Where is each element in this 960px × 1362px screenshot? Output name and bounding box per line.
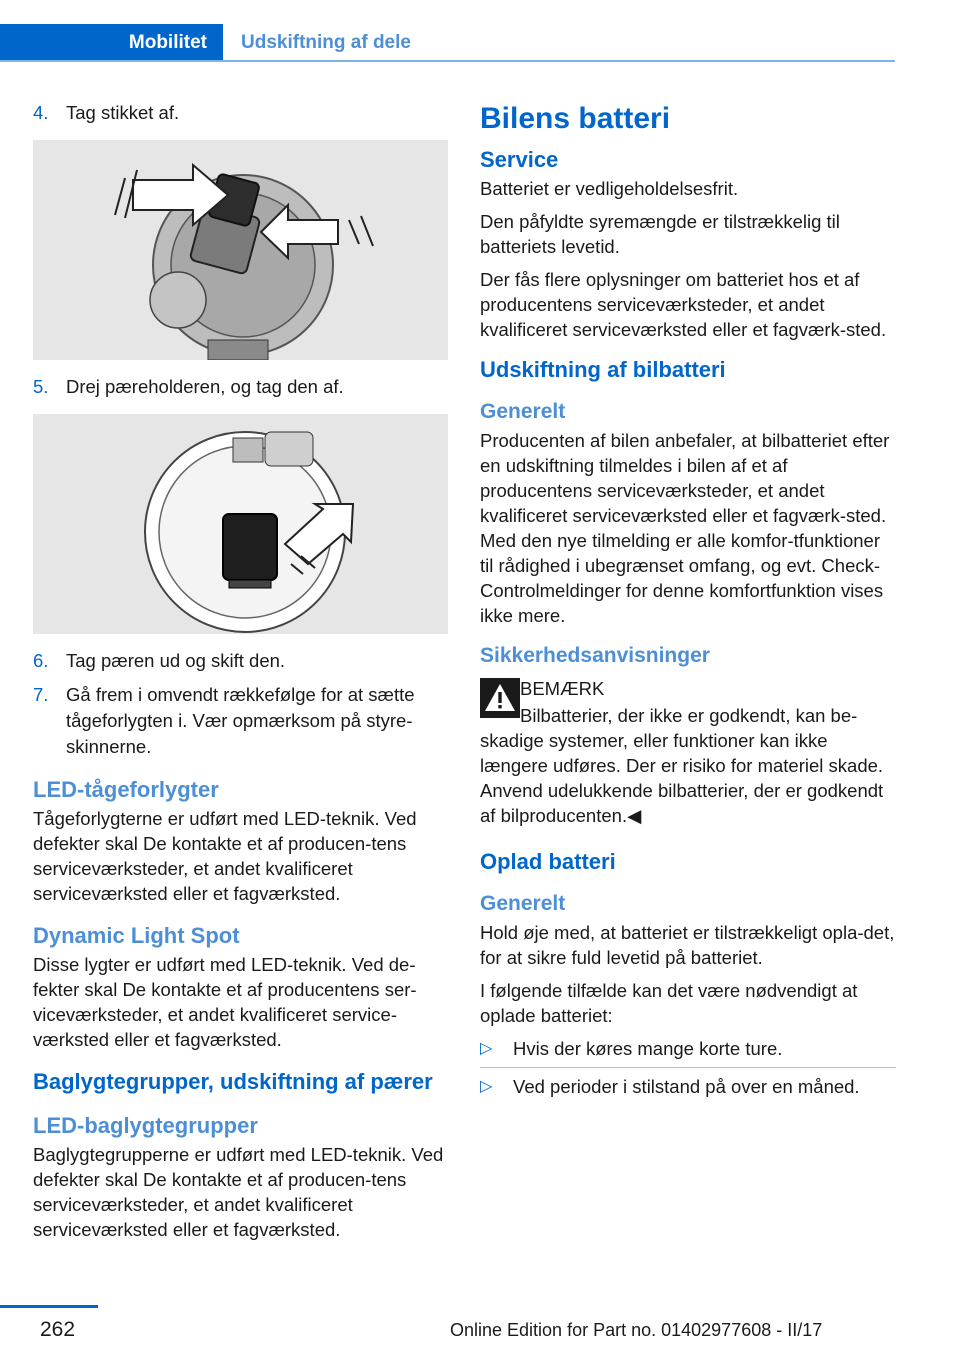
triangle-bullet-icon: ▷ [480,1040,493,1057]
step-number: 5. [33,376,49,397]
paragraph-replace-general: Producenten af bilen anbefaler, at bilbatteriet efter en udskiftning tilmeldes i bilen af et af producentens serviceværksteder, et andet kvalificeret serviceværksted eller et fagværk-sted. Med den nye tilmelding er alle komfor-tfunktioner til rådighed i ubegrænset omfang, og evt. Check-Controlmeldinger for denne komfortfunktion vises ikke mere. [480,430,890,626]
paragraph-led-rear: Baglygtegrupperne er udført med LED-teknik. Ved defekter skal De kontakte et af producen-tens serviceværksteder, et andet kvalificeret serviceværksted eller et fagværksted. [33,1144,444,1240]
list-item-text: Ved perioder i stilstand på over en måned. [513,1076,860,1097]
heading-replace-battery: Udskiftning af bilbatteri [480,357,726,382]
tab-udskiftning[interactable]: Udskiftning af dele [241,32,411,53]
illustration-remove-plug [33,140,448,360]
paragraph-service-3: Der fås flere oplysninger om batteriet hos et af producentens serviceværksteder, et andet kvalificeret serviceværksted eller et fagværk-sted. [480,269,887,340]
paragraph-dynamic-light: Disse lygter er udført med LED-teknik. Ved de-fekter skal De kontakte et af producentens ser-viceværksteder, et andet kvalificeret service-værksted eller et fagværksted. [33,954,417,1050]
paragraph-service-1: Batteriet er vedligeholdelsesfrit. [480,178,739,199]
warning-text: Bilbatterier, der ikke er godkendt, kan be-skadige systemer, eller funktioner kan ikke længere udføres. Der er risiko for materiel skade. Anvend udelukkende bilbatterier, der er godkendt af bilproducenten.◀ [480,705,884,826]
illustration-bulb-holder [33,414,448,634]
page-number: 262 [40,1318,76,1341]
list-item-text: Hvis der køres mange korte ture. [513,1038,783,1059]
heading-charge-battery: Oplad batteri [480,849,616,874]
step-text: Tag stikket af. [66,102,180,123]
list-item [480,1036,896,1061]
step-text: Gå frem i omvendt rækkefølge for at sætte tågeforlygten i. Vær opmærksom på styre-skinnerne. [66,684,415,757]
footer-accent-bar [0,1305,98,1308]
tab-mobilitet[interactable]: Mobilitet [0,24,223,62]
paragraph-charge-2: I følgende tilfælde kan det være nødvendigt at oplade batteriet: [480,980,858,1026]
step-text: Drej pæreholderen, og tag den af. [66,376,344,397]
step-4 [33,100,448,126]
lamp-plug-illustration [33,140,448,360]
warning-title: BEMÆRK [520,678,605,699]
paragraph-service-2: Den påfyldte syremængde er tilstrækkelig til batteriets levetid. [480,211,840,257]
heading-led-fog: LED-tågeforlygter [33,777,219,802]
edition-note: Online Edition for Part no. 01402977608 - II/17 [450,1320,823,1340]
step-number: 4. [33,102,49,123]
chapter-title: Bilens batteri [480,102,671,135]
warning-note [480,676,896,828]
triangle-bullet-icon: ▷ [480,1078,493,1095]
step-5 [33,374,448,400]
right-column [480,100,896,1105]
step-7 [33,682,448,760]
step-number: 7. [33,684,49,705]
left-column [33,100,448,1250]
list-item [480,1074,896,1099]
heading-safety: Sikkerhedsanvisninger [480,644,710,667]
heading-service: Service [480,147,559,172]
paragraph-led-fog: Tågeforlygterne er udført med LED-teknik. Ved defekter skal De kontakte et af producen-tens serviceværksteder, et andet kvalificeret serviceværksted eller et fagværksted. [33,808,417,904]
list-divider [480,1067,896,1068]
header-divider [0,60,895,62]
bulb-holder-illustration [33,414,448,634]
step-number: 6. [33,650,49,671]
page-header [0,24,895,62]
heading-rear-lights: Baglygtegrupper, udskiftning af pærer [33,1069,433,1094]
paragraph-charge-1: Hold øje med, at batteriet er tilstrækkeligt opla-det, for at sikre fuld levetid på batteriet. [480,922,895,968]
step-text: Tag pæren ud og skift den. [66,650,286,671]
heading-general: Generelt [480,400,566,423]
heading-charge-general: Generelt [480,892,566,915]
warning-triangle-icon [480,678,520,718]
heading-dynamic-light: Dynamic Light Spot [33,923,240,948]
step-6 [33,648,448,674]
heading-led-rear: LED-baglygtegrupper [33,1113,258,1138]
